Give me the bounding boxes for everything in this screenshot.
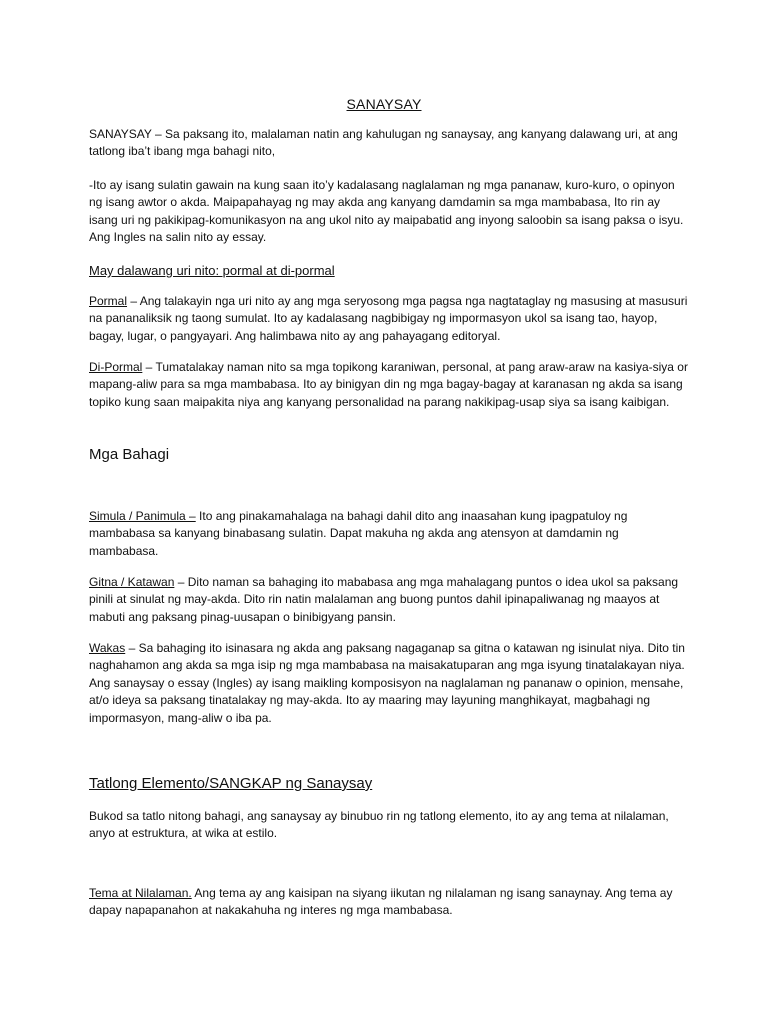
tema-term: Tema at Nilalaman. — [89, 886, 192, 900]
wakas-paragraph — [89, 640, 689, 727]
wakas-text: – Sa bahaging ito isinasara ng akda ang paksang nagaganap sa gitna o katawan ng isinulat niya. Dito tin naghahamon ang akda sa mga isip ng mga mambabasa na maisakatuparan ang mga isyung tinatalakayan niya. Ang sanaysay o essay (Ingles) ay isang maikling komposisyon na naglalaman ng pananaw o opinion, mensahe, at/o ideya sa paksang tinatalakay ng may-akda. Ito ay maaring may layuning manghikayat, magbahagi ng impormasyon, mang-aliw o iba pa. — [89, 641, 685, 725]
types-heading: May dalawang uri nito: pormal at di-pormal — [89, 263, 335, 278]
wakas-term: Wakas — [89, 641, 126, 655]
elements-heading: Tatlong Elemento/SANGKAP ng Sanaysay — [89, 775, 373, 792]
intro-paragraph: SANAYSAY – Sa paksang ito, malalaman natin ang kahulugan ng sanaysay, ang kanyang dalawang uri, at ang tatlong iba’t ibang mga bahagi nito, — [89, 127, 678, 159]
simula-paragraph — [89, 508, 689, 560]
page-title: SANAYSAY — [346, 96, 422, 112]
definition-paragraph: -Ito ay isang sulatin gawain na kung saan ito’y kadalasang naglalaman ng mga pananaw, kuro-kuro, o opinyon ng isang awtor o akda. Maipapahayag ng may akda ang kanyang damdamin sa mga mambabasa, Ito rin ay isang uri ng pakikipag-komunikasyon na ang ukol nito ay maipabatid ang inyong saloobin sa isang paksa o isyu. Ang Ingles na salin nito ay essay. — [89, 178, 684, 245]
dipormal-term: Di-Pormal — [89, 360, 143, 374]
dipormal-text: – Tumatalakay naman nito sa mga topikong karaniwan, personal, at pang araw-araw na kasiya-siya or mapang-aliw para sa mga mambabasa. Ito ay binigyan din ng mga bagay-bagay at karanasan ng akda sa isang topiko kung saan maipakita niya ang kanyang personalidad na parang nakikipag-usap siya sa isang kaibigan. — [89, 360, 688, 409]
tema-text: Ang tema ay ang kaisipan na siyang iikutan ng nilalaman ng isang sanaynay. Ang tema ay dapay napapanahon at nakakahuha ng interes ng mga mambabasa. — [89, 886, 673, 918]
pormal-term: Pormal — [89, 294, 128, 308]
gitna-term: Gitna / Katawan — [89, 575, 175, 589]
gitna-paragraph — [89, 574, 689, 626]
simula-text: Ito ang pinakamahalaga na bahagi dahil dito ang inaasahan kung ipagpatuloy ng mambabasa sa kanyang binabasang sulatin. Dapat makuha ng akda ang atensyon at damdamin ng mambabasa. — [89, 509, 628, 558]
gitna-text: – Dito naman sa bahaging ito mababasa ang mga mahalagang puntos o idea ukol sa paksang pinili at sinulat ng may-akda. Dito rin natin malalaman ang buong puntos dahil ipinapaliwanag ng maayos at mabuti ang paksang pinag-uusapan o binibigyang pansin. — [89, 575, 679, 624]
dipormal-paragraph — [89, 359, 689, 411]
simula-term: Simula / Panimula – — [89, 509, 196, 523]
pormal-paragraph — [89, 293, 689, 345]
parts-heading: Mga Bahagi — [89, 446, 170, 463]
pormal-text: – Ang talakayin nga uri nito ay ang mga seryosong mga pagsa nga nagtataglay ng masusing at masusuri na pananaliksik ng taong sumulat. Ito ay kadalasang nagbibigay ng impormasyon ukol sa isang tao, hayop, bagay, lugar, o pangyayari. Ang halimbawa nito ay ang pahayagang editoryal. — [89, 294, 688, 343]
elements-intro-paragraph: Bukod sa tatlo nitong bahagi, ang sanaysay ay binubuo rin ng tatlong elemento, ito ay ang tema at nilalaman, anyo at estruktura, at wika at estilo. — [89, 809, 669, 841]
tema-paragraph — [89, 885, 689, 920]
